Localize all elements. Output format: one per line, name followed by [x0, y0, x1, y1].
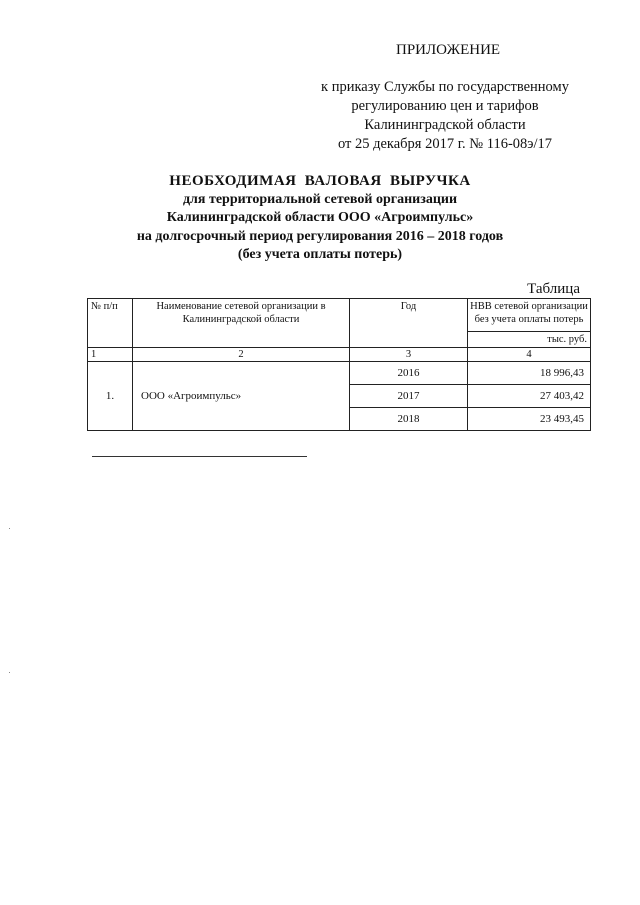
order-line: к приказу Службы по государственному: [321, 79, 569, 95]
heading-line: (без учета оплаты потерь): [237, 247, 403, 262]
order-reference: [300, 78, 590, 154]
heading-line: Калининградской области ООО «Агроимпульс»: [166, 210, 474, 225]
value-cell: 23 493,45: [468, 408, 591, 431]
value-cell: 27 403,42: [468, 385, 591, 408]
column-number: 3: [350, 348, 468, 362]
column-number: 2: [133, 348, 350, 362]
header-nvv-label: НВВ сетевой организации без учета оплаты потерь: [470, 301, 588, 325]
order-line: Калининградской области: [364, 117, 526, 133]
year-cell: 2017: [350, 385, 468, 408]
table-header-row: [88, 299, 591, 348]
margin-mark: [9, 672, 10, 673]
table-row: [88, 362, 591, 385]
heading-line: на долгосрочный период регулирования 2016 – 2018 годов: [136, 228, 504, 244]
header-nvv-unit: тыс. руб.: [468, 331, 590, 346]
value-cell: 18 996,43: [468, 362, 591, 385]
heading-title: НЕОБХОДИМАЯ ВАЛОВАЯ ВЫРУЧКА: [169, 173, 471, 189]
nvv-table: [87, 298, 591, 431]
column-number: 4: [468, 348, 591, 362]
footnote-separator: [92, 456, 307, 457]
year-cell: 2018: [350, 408, 468, 431]
header-nvv: [468, 299, 591, 348]
header-name: Наименование сетевой организации в Калининградской области: [133, 299, 350, 348]
column-number-row: [88, 348, 591, 362]
column-number: 1: [88, 348, 133, 362]
document-heading: [60, 172, 580, 265]
organization-name: ООО «Агроимпульс»: [133, 362, 350, 431]
year-cell: 2016: [350, 362, 468, 385]
order-line: от 25 декабря 2017 г. № 116-08э/17: [337, 136, 553, 152]
header-year: Год: [350, 299, 468, 348]
table-label: Таблица: [527, 281, 580, 297]
order-line: регулированию цен и тарифов: [351, 98, 539, 114]
margin-mark: [9, 528, 10, 529]
appendix-title-text: ПРИЛОЖЕНИЕ: [396, 42, 501, 58]
heading-line: для территориальной сетевой организации: [182, 191, 458, 207]
header-num: № п/п: [88, 299, 133, 348]
row-number: 1.: [88, 362, 133, 431]
